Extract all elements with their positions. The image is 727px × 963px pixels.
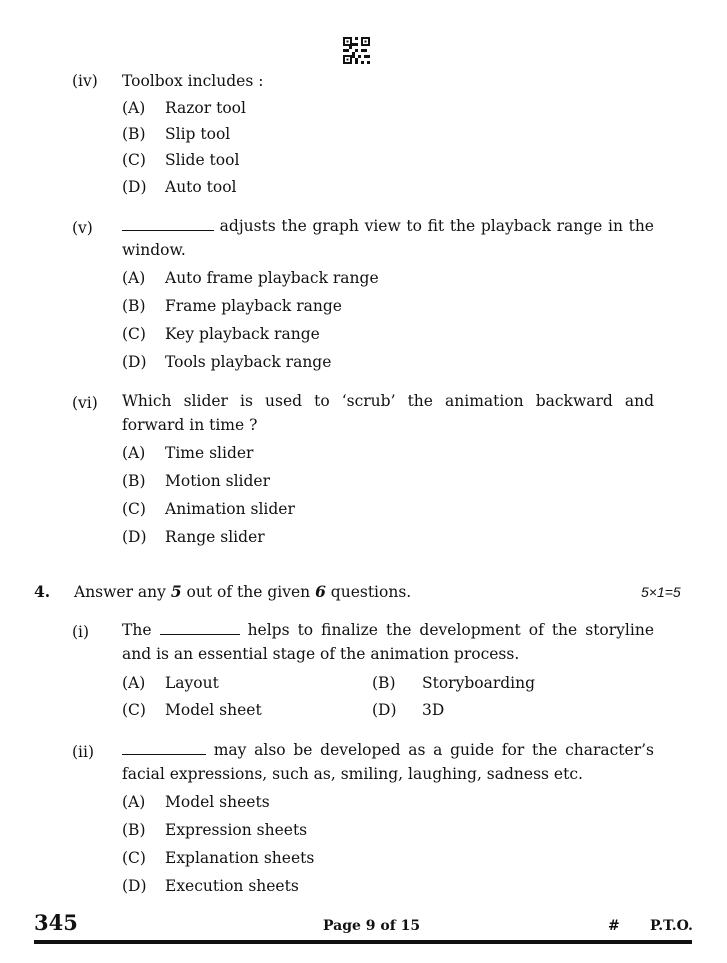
instruction-text: questions. (325, 583, 412, 601)
option-text: Expression sheets (165, 821, 308, 839)
option-label: (B) (122, 125, 146, 143)
option-label: (C) (122, 325, 146, 343)
option-label: (A) (122, 674, 146, 692)
option-label: (B) (372, 674, 396, 692)
question-text (122, 738, 654, 786)
question-number: (vi) (72, 394, 98, 412)
option-text: Motion slider (165, 472, 271, 490)
option-text: Storyboarding (422, 674, 536, 692)
option-label: (C) (122, 701, 146, 719)
subject-code: 345 (34, 910, 78, 935)
answer-blank (122, 229, 214, 231)
option-label: (B) (122, 472, 146, 490)
option-text: Animation slider (165, 500, 295, 518)
option-text: Execution sheets (165, 877, 299, 895)
answer-blank (160, 633, 240, 635)
option-label: (D) (372, 701, 397, 719)
qr-code-icon (343, 37, 370, 64)
option-text: Auto frame playback range (165, 269, 379, 287)
footer-rule (34, 940, 692, 944)
instruction-text: Answer any (74, 583, 171, 601)
option-text: Model sheets (165, 793, 270, 811)
section-number: 4. (34, 582, 51, 601)
answer-count: 5 (170, 582, 182, 601)
option-text: Auto tool (165, 178, 237, 196)
option-label: (C) (122, 151, 146, 169)
question-number: (iv) (72, 72, 98, 90)
question-text-body: adjusts the graph view to fit the playback range in the window. (122, 217, 654, 259)
option-label: (A) (122, 269, 146, 287)
question-number: (ii) (72, 743, 95, 761)
question-text: Which slider is used to ‘scrub’ the animation backward and forward in time ? (122, 392, 654, 434)
option-label: (B) (122, 297, 146, 315)
question-number: (v) (72, 219, 93, 237)
option-text: Slide tool (165, 151, 240, 169)
option-label: (C) (122, 849, 146, 867)
option-label: (A) (122, 99, 146, 117)
option-text: Model sheet (165, 701, 262, 719)
instruction-text: out of the given (181, 583, 316, 601)
question-text-post: helps to finalize the development of the storyline and is an essential stage of the animation process. (122, 621, 654, 663)
option-text: Frame playback range (165, 297, 342, 315)
section-instruction (74, 582, 411, 601)
option-text: Explanation sheets (165, 849, 315, 867)
option-text: Key playback range (165, 325, 320, 343)
marks-allocation: 5×1=5 (641, 584, 681, 600)
option-label: (D) (122, 178, 147, 196)
option-text: 3D (422, 701, 445, 719)
question-text-body: may also be developed as a guide for the character’s facial expressions, such as, smiling, laughing, sadness etc. (122, 741, 654, 783)
option-text: Layout (165, 674, 219, 692)
footer-hash: # (608, 918, 620, 934)
option-text: Razor tool (165, 99, 246, 117)
option-label: (D) (122, 353, 147, 371)
option-text: Slip tool (165, 125, 231, 143)
option-label: (A) (122, 444, 146, 462)
question-text (122, 618, 654, 666)
question-text (122, 214, 654, 262)
question-text: Toolbox includes : (122, 72, 264, 90)
answer-blank (122, 753, 206, 755)
option-label: (D) (122, 528, 147, 546)
page-number: Page 9 of 15 (323, 918, 421, 934)
pto-label: P.T.O. (650, 918, 693, 934)
question-count: 6 (315, 582, 326, 601)
option-label: (A) (122, 793, 146, 811)
question-text-pre: The (122, 621, 152, 639)
option-label: (C) (122, 500, 146, 518)
option-text: Tools playback range (165, 353, 332, 371)
option-text: Range slider (165, 528, 265, 546)
option-label: (B) (122, 821, 146, 839)
option-label: (D) (122, 877, 147, 895)
option-text: Time slider (165, 444, 254, 462)
question-number: (i) (72, 623, 90, 641)
